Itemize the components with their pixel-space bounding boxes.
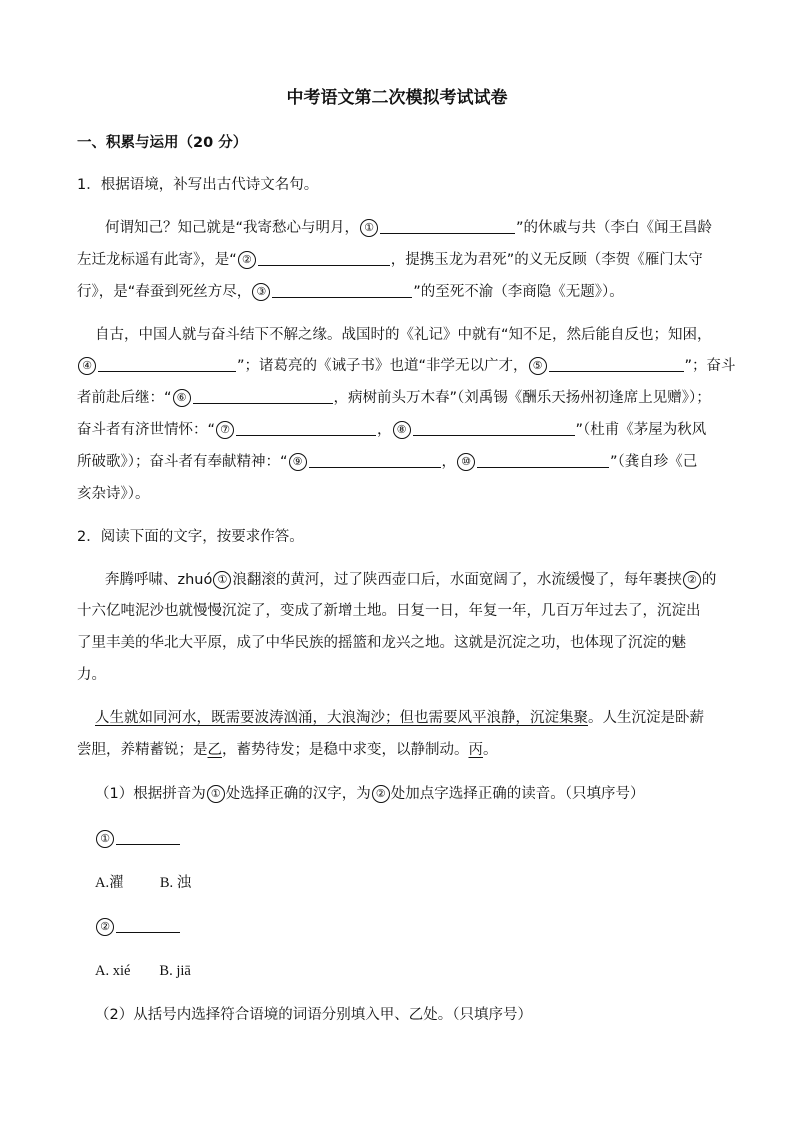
blank-number-2: ② xyxy=(238,251,256,269)
underlined-sentence: 人生就如同河水，既需要波涛汹涌，大浪淘沙；但也需要风平浪静，沉淀集聚 xyxy=(95,710,588,726)
blank-number-5: ⑤ xyxy=(529,357,547,375)
q2-p2-line1: 人生就如同河水，既需要波涛汹涌，大浪淘沙；但也需要风平浪静，沉淀集聚。人生沉淀是卧薪 xyxy=(95,710,704,726)
answer-blank-9[interactable] xyxy=(309,453,441,468)
marker-bing: 丙 xyxy=(468,742,483,758)
q1-p2-line6: 亥杂诗》）。 xyxy=(77,486,150,502)
mark-2: ② xyxy=(683,571,701,589)
blank-number-1: ① xyxy=(360,219,378,237)
question-1-prompt: 1．根据语境，补写出古代诗文名句。 xyxy=(77,177,319,193)
q2-p2-line2: 尝胆，养精蓄锐；是乙，蓄势待发；是稳中求变，以静制动。丙。 xyxy=(77,742,498,758)
q1-p2-line4: 奋斗者有济世情怀：“ ⑦ ， ⑧ ”（杜甫《茅屋为秋风 xyxy=(77,422,707,438)
answer-blank-choice-1[interactable] xyxy=(116,830,180,845)
mark-2: ② xyxy=(372,785,390,803)
answer-line-1 xyxy=(95,829,181,849)
answer-blank-5[interactable] xyxy=(549,357,684,372)
q2-p1-line1: 奔腾呼啸、zhuó ① 浪翻滚的黄河，过了陕西壶口后，水面宽阔了，水流缓慢了，每年裹挟 ② 的 xyxy=(105,572,717,588)
answer-blank-8[interactable] xyxy=(413,421,575,436)
q1-p2-line2: ④ ”；诸葛亮的《诫子书》也道“非学无以广才， ⑤ ”；奋斗 xyxy=(77,356,736,376)
answer-blank-10[interactable] xyxy=(477,453,609,468)
mark-2: ② xyxy=(96,918,114,936)
blank-number-4: ④ xyxy=(78,357,96,375)
blank-number-7: ⑦ xyxy=(216,421,234,439)
blank-number-3: ③ xyxy=(252,283,270,301)
answer-blank-3[interactable] xyxy=(272,283,412,298)
q2-p1-line3: 了里丰美的华北大平原，成了中华民族的摇篮和龙兴之地。这就是沉淀之功，也体现了沉淀的魅 xyxy=(77,635,686,651)
q1-p1-line3: 行》，是“春蚕到死丝方尽， ③ ”的至死不渝（李商隐《无题》）。 xyxy=(77,284,624,300)
choice-options-1: A.濯 B. 浊 xyxy=(95,875,192,891)
answer-blank-6[interactable] xyxy=(193,389,333,404)
blank-number-8: ⑧ xyxy=(393,421,411,439)
sub-question-2: （2）从括号内选择符合语境的词语分别填入甲、乙处。（只填序号） xyxy=(95,1007,532,1023)
q2-p1-line4: 力。 xyxy=(77,667,106,683)
mark-1: ① xyxy=(207,785,225,803)
answer-blank-1[interactable] xyxy=(380,219,515,234)
blank-number-9: ⑨ xyxy=(289,453,307,471)
q1-p1-line1: 何谓知己？知己就是“我寄愁心与明月， ① ”的休戚与共（李白《闻王昌龄 xyxy=(105,220,713,236)
choice-options-2: A. xié B. jiā xyxy=(95,963,191,979)
mark-1: ① xyxy=(213,571,231,589)
mark-1: ① xyxy=(96,830,114,848)
answer-blank-4[interactable] xyxy=(98,357,236,372)
answer-line-2 xyxy=(95,917,181,937)
q1-p2-line1: 自古，中国人就与奋斗结下不解之缘。战国时的《礼记》中就有“知不足，然后能自反也；知困， xyxy=(95,327,712,343)
q2-p1-line2: 十六亿吨泥沙也就慢慢沉淀了，变成了新增土地。日复一日，年复一年，几百万年过去了，沉淀出 xyxy=(77,603,701,619)
answer-blank-2[interactable] xyxy=(258,251,390,266)
sub-question-1: （1）根据拼音为 ① 处选择正确的汉字，为 ② 处加点字选择正确的读音。（只填序号） xyxy=(95,786,645,802)
page-title: 中考语文第二次模拟考试试卷 xyxy=(286,88,508,108)
blank-number-6: ⑥ xyxy=(173,389,191,407)
q1-p2-line5: 所破歌》）；奋斗者有奉献精神：“ ⑨ ， ⑩ ”（龚自珍《己 xyxy=(77,454,698,470)
q1-p2-line3: 者前赴后继：“ ⑥ ，病树前头万木春”（刘禹锡《酬乐天扬州初逢席上见赠》）； xyxy=(77,390,711,406)
blank-number-10: ⑩ xyxy=(457,453,475,471)
marker-yi: 乙 xyxy=(207,742,222,758)
q1-p1-line2: 左迁龙标遥有此寄》，是“ ② ，提携玉龙为君死”的义无反顾（李贺《雁门太守 xyxy=(77,252,703,268)
question-2-prompt: 2．阅读下面的文字，按要求作答。 xyxy=(77,529,304,545)
answer-blank-choice-2[interactable] xyxy=(116,918,180,933)
section-heading: 一、积累与运用（20 分） xyxy=(77,135,248,151)
answer-blank-7[interactable] xyxy=(236,421,376,436)
